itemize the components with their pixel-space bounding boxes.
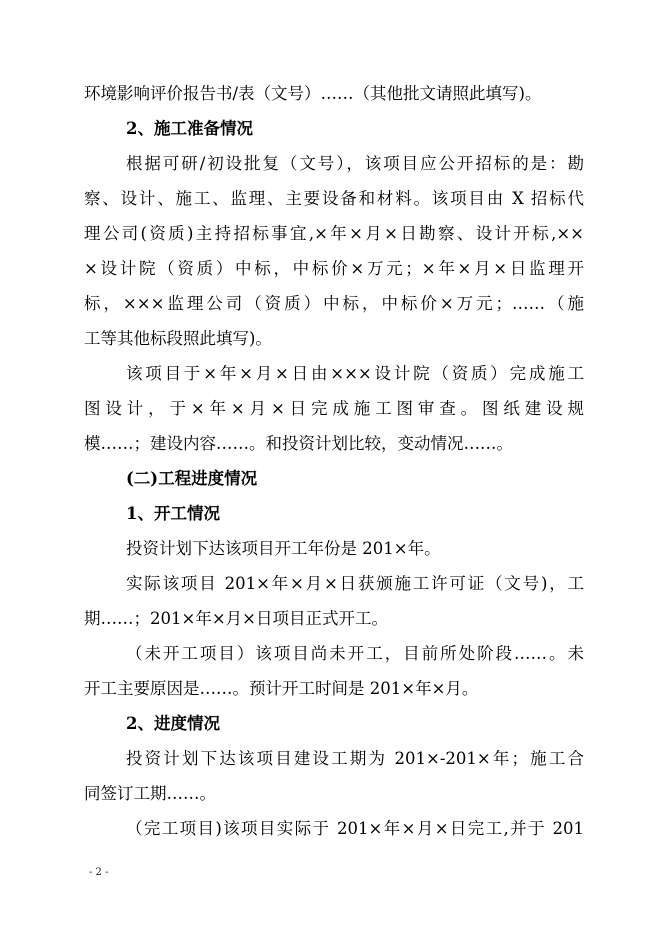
paragraph-line: 该项目于×年×月×日由×××设计院（资质）完成施工: [126, 364, 584, 383]
paragraph-line: 图设计，于×年×月×日完成施工图审查。图纸建设规: [84, 399, 584, 418]
section-heading: (二)工程进度情况: [126, 469, 258, 488]
paragraph-line: ×设计院（资质）中标，中标价×万元；×年×月×日监理开: [84, 259, 584, 278]
paragraph-line: 根据可研/初设批复（文号），该项目应公开招标的是：勘: [126, 154, 584, 173]
paragraph-line: 同签订工期……。: [84, 784, 216, 803]
paragraph-line: 环境影响评价报告书/表（文号）……（其他批文请照此填写)。: [84, 84, 542, 103]
paragraph-line: 工等其他标段照此填写)。: [84, 329, 272, 348]
subsection-heading: 2、进度情况: [126, 714, 220, 733]
paragraph-line: 实际该项目 201×年×月×日获颁施工许可证（文号)，工: [126, 574, 584, 593]
subsection-heading: 1、开工情况: [126, 504, 220, 523]
paragraph-line: 投资计划下达该项目建设工期为 201×-201×年；施工合: [126, 749, 584, 768]
paragraph-line: （未开工项目）该项目尚未开工，目前所处阶段……。未: [126, 644, 584, 663]
paragraph-line: 期……；201×年×月×日项目正式开工。: [84, 609, 388, 628]
paragraph-line: 模……；建设内容……。和投资计划比较，变动情况……。: [84, 434, 513, 453]
paragraph-line: 标，×××监理公司（资质）中标，中标价×万元；……（施: [84, 294, 584, 313]
page-number: - 2 -: [89, 867, 109, 878]
section-heading: 2、施工准备情况: [126, 119, 253, 138]
paragraph-line: 投资计划下达该项目开工年份是 201×年。: [126, 539, 441, 558]
paragraph-line: （完工项目)该项目实际于 201×年×月×日完工,并于 201: [126, 819, 584, 838]
paragraph-line: 理公司(资质)主持招标事宜,×年×月×日勘察、设计开标,××: [84, 224, 584, 243]
paragraph-line: 察、设计、施工、监理、主要设备和材料。该项目由 X 招标代: [84, 189, 584, 208]
paragraph-line: 开工主要原因是……。预计开工时间是 201×年×月。: [84, 679, 479, 698]
